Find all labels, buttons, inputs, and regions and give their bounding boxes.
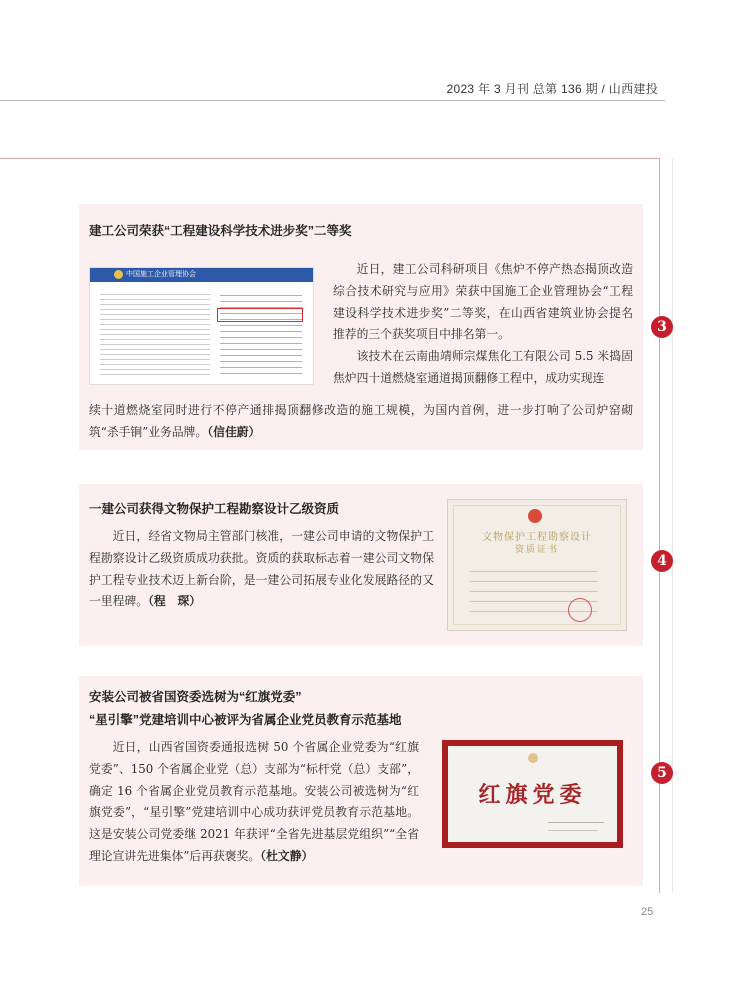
- certificate-subtitle: 资质证书: [514, 545, 559, 555]
- plaque-text: 红旗党委: [478, 782, 587, 808]
- official-seal-icon: [568, 598, 592, 622]
- article-text: 续十道燃烧室同时进行不停产通排揭顶翻修改造的施工规模，为国内首例，进一步打响了公司炉窑砌筑“杀手锏”业务品牌。: [89, 403, 633, 439]
- author-byline: （信佳蔚）: [207, 424, 261, 439]
- article-text: 近日，山西省国资委通报选树 50 个省属企业党委为“红旗党委”、150 个省属企业党（总）支部为“标杆党（总）支部”，确定 16 个省属企业党员教育示范基地。安装公司被选树为“红旗党委”，“星引擎”党建培训中心成功获评党员教育示范基地。这是安装公司党委继 2021 年获评“全省先进基层党组织”“全省理论宣讲先进集体”后再获褒奖。: [89, 740, 419, 863]
- qualification-certificate-image: [447, 499, 627, 631]
- association-logo-icon: [114, 270, 123, 279]
- article-paragraph: [89, 526, 434, 613]
- article-paragraph-1: 近日，建工公司科研项目《焦炉不停产热态揭顶改造综合技术研究与应用》荣获中国施工企业管理协会“工程建设科学技术进步奖”二等奖，在山西省建筑业协会提名推荐的三个获奖项目中排名第一。: [333, 262, 633, 342]
- article-card-2: [79, 484, 643, 646]
- image-banner-text: 中国施工企业管理协会: [126, 271, 196, 278]
- article-text: 近日，经省文物局主管部门核准，一建公司申请的文物保护工程勘察设计乙级资质成功获批。资质的获取标志着一建公司文物保护工程专业技术迈上新台阶，是一建公司拓展专业化发展路径的又一里程碑。: [89, 529, 434, 609]
- article-paragraph-2-cont: [89, 400, 633, 444]
- article-title: 建工公司荣获“工程建设科学技术进步奖”二等奖: [89, 224, 352, 238]
- author-byline: （杜文静）: [260, 848, 314, 863]
- article-paragraph-2: 该技术在云南曲靖师宗煤焦化工有限公司 5.5 米捣固焦炉四十道燃烧室通道揭顶翻修工程中，成功实现连: [333, 349, 633, 385]
- article-title: 安装公司被省国资委选树为“红旗党委”: [89, 690, 302, 704]
- article-paragraph: [89, 737, 419, 868]
- article-number-badge: 5: [651, 762, 673, 784]
- content-frame-top: [0, 158, 660, 159]
- header-divider: [0, 100, 665, 101]
- article-card-3: [79, 676, 643, 886]
- highlight-box: [217, 308, 303, 322]
- page-number: 25: [641, 906, 654, 918]
- running-header: 2023 年 3 月刊 总第 136 期 / 山西建投: [446, 82, 658, 96]
- article-number-badge: 3: [651, 316, 673, 338]
- party-emblem-icon: [528, 753, 538, 763]
- red-flag-plaque-image: [442, 740, 623, 848]
- national-emblem-icon: [528, 509, 542, 523]
- article-card-1: [79, 204, 643, 450]
- article-subtitle: “星引擎”党建培训中心被评为省属企业党员教育示范基地: [89, 713, 402, 727]
- article-title: 一建公司获得文物保护工程勘察设计乙级资质: [89, 502, 340, 516]
- content-frame-right-outer: [672, 158, 673, 893]
- author-byline: （程 琛）: [148, 594, 202, 609]
- article-number-badge: 4: [651, 550, 673, 572]
- award-screenshot-image: [89, 267, 314, 385]
- certificate-title: 文物保护工程勘察设计: [482, 532, 592, 543]
